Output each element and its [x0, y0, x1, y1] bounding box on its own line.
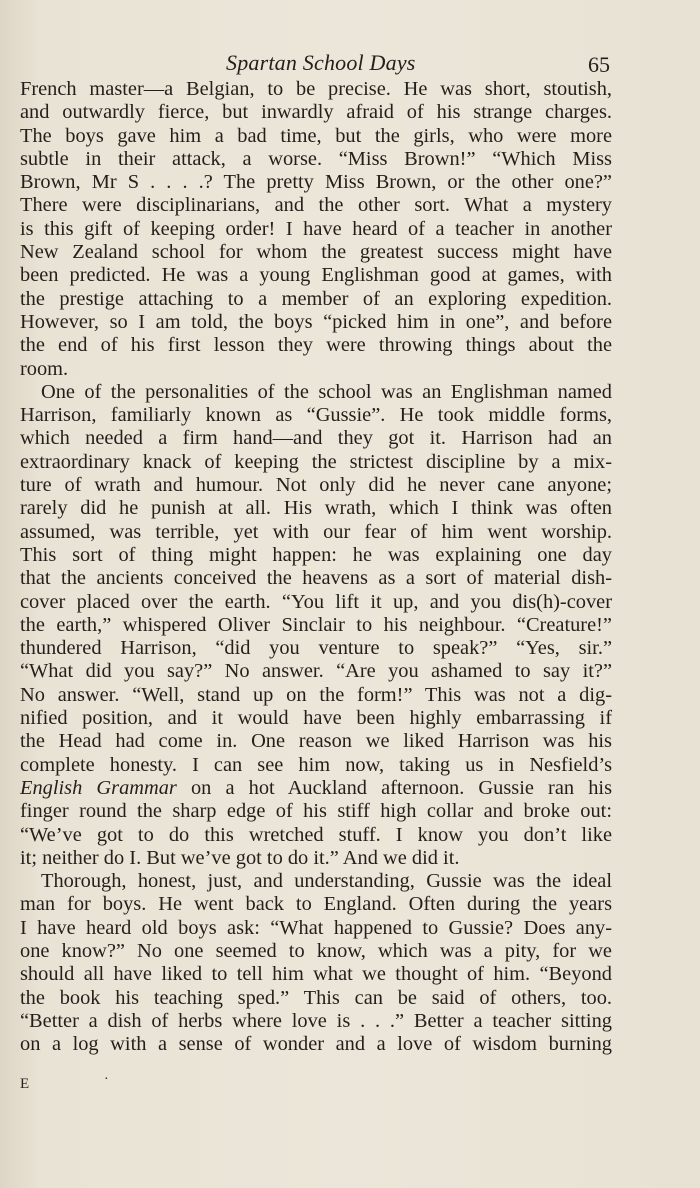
text-line: “We’ve got to do this wretched stuff. I know you don’t like	[20, 823, 612, 846]
text-line: the Head had come in. One reason we liked Harrison was his	[20, 730, 612, 753]
text-line: that the ancients conceived the heavens as a sort of material dish-	[20, 567, 612, 590]
text-line: cover placed over the earth. “You lift it up, and you dis(h)-cover	[20, 590, 612, 613]
text-line: extraordinary knack of keeping the strictest discipline by a mix-	[20, 450, 612, 473]
body-text	[20, 78, 612, 1056]
text-line: The boys gave him a bad time, but the girls, who were more	[20, 124, 612, 147]
running-head	[0, 50, 700, 80]
text-line: man for boys. He went back to England. Often during the years	[20, 893, 612, 916]
text-line: on a log with a sense of wonder and a love of wisdom burning	[20, 1033, 612, 1056]
text-line-rest: on a hot Auckland afternoon. Gussie ran his	[176, 776, 613, 799]
text-line: the earth,” whispered Oliver Sinclair to his neighbour. “Creature!”	[20, 613, 612, 636]
text-line: One of the personalities of the school was an Englishman named	[41, 380, 612, 403]
text-line: “What did you say?” No answer. “Are you ashamed to say it?”	[20, 660, 612, 683]
text-line: finger round the sharp edge of his stiff high collar and broke out:	[20, 800, 612, 823]
text-line: Harrison, familiarly known as “Gussie”. He took middle forms,	[20, 404, 612, 427]
text-line: thundered Harrison, “did you venture to speak?” “Yes, sir.”	[20, 637, 612, 660]
text-line: French master—a Belgian, to be precise. He was short, stoutish,	[20, 78, 612, 100]
text-line: one know?” No one seemed to know, which was a pity, for we	[20, 939, 612, 962]
page-number: 65	[588, 52, 610, 77]
italic-book-title: English Grammar	[20, 776, 177, 799]
text-line: the end of his first lesson they were throwing things about the	[20, 334, 612, 357]
text-line: complete honesty. I can see him now, taking us in Nesfield’s	[20, 753, 612, 776]
text-line: nified position, and it would have been highly embarrassing if	[20, 707, 612, 730]
text-line: New Zealand school for whom the greatest success might have	[20, 241, 612, 264]
footer-dot: ·	[104, 1072, 109, 1087]
text-line: which needed a firm hand—and they got it. Harrison had an	[20, 427, 612, 450]
text-line: room.	[20, 357, 69, 380]
text-line: Brown, Mr S . . . .? The pretty Miss Brown, or the other one?”	[20, 171, 612, 194]
text-line: This sort of thing might happen: he was explaining one day	[20, 543, 612, 566]
text-line: However, so I am told, the boys “picked him in one”, and before	[20, 310, 612, 333]
text-line: is this gift of keeping order! I have heard of a teacher in another	[20, 217, 612, 240]
text-line: “Better a dish of herbs where love is . . .” Better a teacher sitting	[20, 1009, 612, 1032]
text-line-with-italic	[20, 777, 612, 800]
text-line: should all have liked to tell him what we thought of him. “Beyond	[20, 963, 612, 986]
text-line: Thorough, honest, just, and understanding, Gussie was the ideal	[41, 870, 612, 893]
text-line: it; neither do I. But we’ve got to do it.” And we did it.	[20, 846, 460, 869]
text-line: the prestige attaching to a member of an exploring expedition.	[20, 287, 612, 310]
text-line: I have heard old boys ask: “What happened to Gussie? Does any-	[20, 916, 612, 939]
text-line: No answer. “Well, stand up on the form!” This was not a dig-	[20, 683, 612, 706]
text-line: the book his teaching sped.” This can be said of others, too.	[20, 986, 612, 1009]
text-line: There were disciplinarians, and the other sort. What a mystery	[20, 194, 612, 217]
signature-mark: E	[20, 1076, 30, 1092]
text-line: ture of wrath and humour. Not only did he never cane anyone;	[20, 474, 612, 497]
text-line: assumed, was terrible, yet with our fear of him went worship.	[20, 520, 612, 543]
text-line: and outwardly fierce, but inwardly afraid of his strange charges.	[20, 101, 612, 124]
text-line: been predicted. He was a young Englishman good at games, with	[20, 264, 612, 287]
text-line: rarely did he punish at all. His wrath, which I think was often	[20, 497, 612, 520]
text-line: subtle in their attack, a worse. “Miss Brown!” “Which Miss	[20, 147, 612, 170]
running-title: Spartan School Days	[226, 50, 416, 75]
